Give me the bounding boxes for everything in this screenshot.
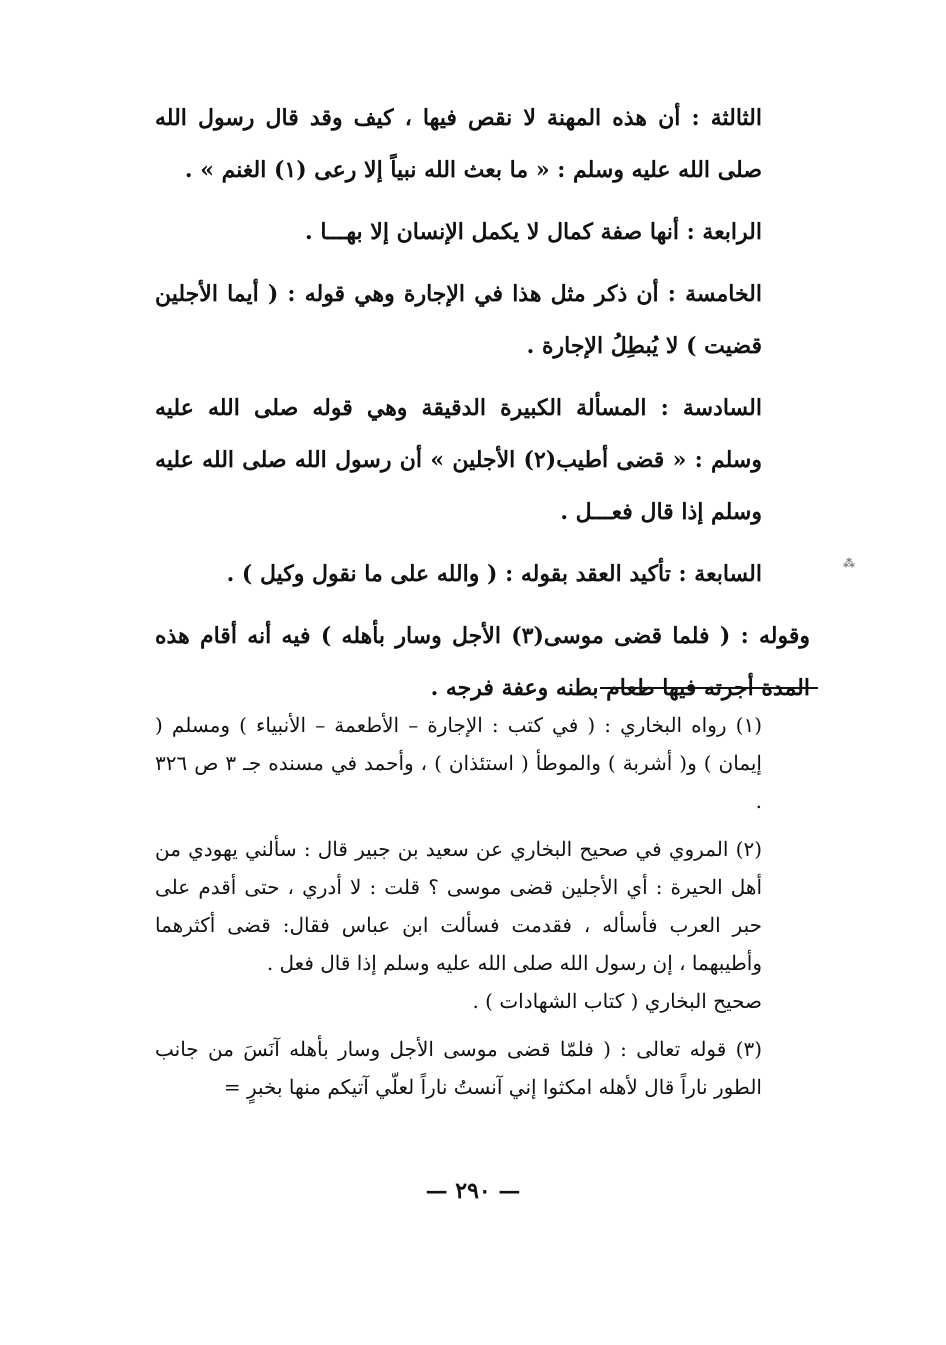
paragraph-fifth: الخامسة : أن ذكر مثل هذا في الإجارة وهي قوله : ( أيما الأجلين قضيت ) لا يُبطِلُ الإجارة . <box>155 281 762 359</box>
paragraph-fourth: الرابعة : أنها صفة كمال لا يكمل الإنسان إلا بهـــا . <box>305 219 762 245</box>
paragraph-seventh: السابعة : تأكيد العقد بقوله : ( والله على ما نقول وكيل ) . <box>226 561 762 587</box>
page-number: — ٢٩٠ — <box>425 1178 521 1204</box>
paragraph-third: الثالثة : أن هذه المهنة لا نقص فيها ، كيف وقد قال رسول الله صلى الله عليه وسلم : « ما بعث الله نبياً إلا رعى (١) الغنم » . <box>155 105 762 183</box>
footnote-divider <box>600 687 818 689</box>
main-text <box>155 92 810 714</box>
footnote-2-source: صحيح البخاري ( كتاب الشهادات ) . <box>472 989 762 1013</box>
footnote-3: (٣) قوله تعالى : ( فلمّا قضى موسى الأجل وسار بأهله آنَسَ من جانب الطور ناراً قال لأهله امكثوا إني آنستُ ناراً لعلّي آتيكم منها بخبرٍ = <box>155 1037 762 1099</box>
paragraph-sixth: السادسة : المسألة الكبيرة الدقيقة وهي قوله صلى الله عليه وسلم : « قضى أطيب(٢) الأجلين » أن رسول الله صلى الله عليه وسلم إذا قال فعـــل . <box>155 395 762 525</box>
paragraph-verse-comment: وقوله : ( فلما قضى موسى(٣) الأجل وسار بأهله ) فيه أنه أقام هذه المدة أجرته فيها طعام بطنه وعفة فرجه . <box>155 623 811 701</box>
footnote-1: (١) رواه البخاري : ( في كتب : الإجارة – الأطعمة – الأنبياء ) ومسلم ( إيمان ) و( أشربة ) والموطأ ( استئذان ) ، وأحمد في مسنده جـ ٣ ص ٣٢٦ . <box>155 713 762 813</box>
margin-mark: ⁂ <box>843 556 855 570</box>
footnotes <box>155 706 810 1106</box>
footnote-2: (٢) المروي في صحيح البخاري عن سعيد بن جبير قال : سألني يهودي من أهل الحيرة : أي الأجلين قضى موسى ؟ قلت : لا أدري ، حتى أقدم على حبر العرب فأسأله ، فقدمت فسألت ابن عباس فقال: قضى أكثرهما وأطيبهما ، إن رسول الله صلى الله عليه وسلم إذا قال فعل . <box>155 837 762 975</box>
